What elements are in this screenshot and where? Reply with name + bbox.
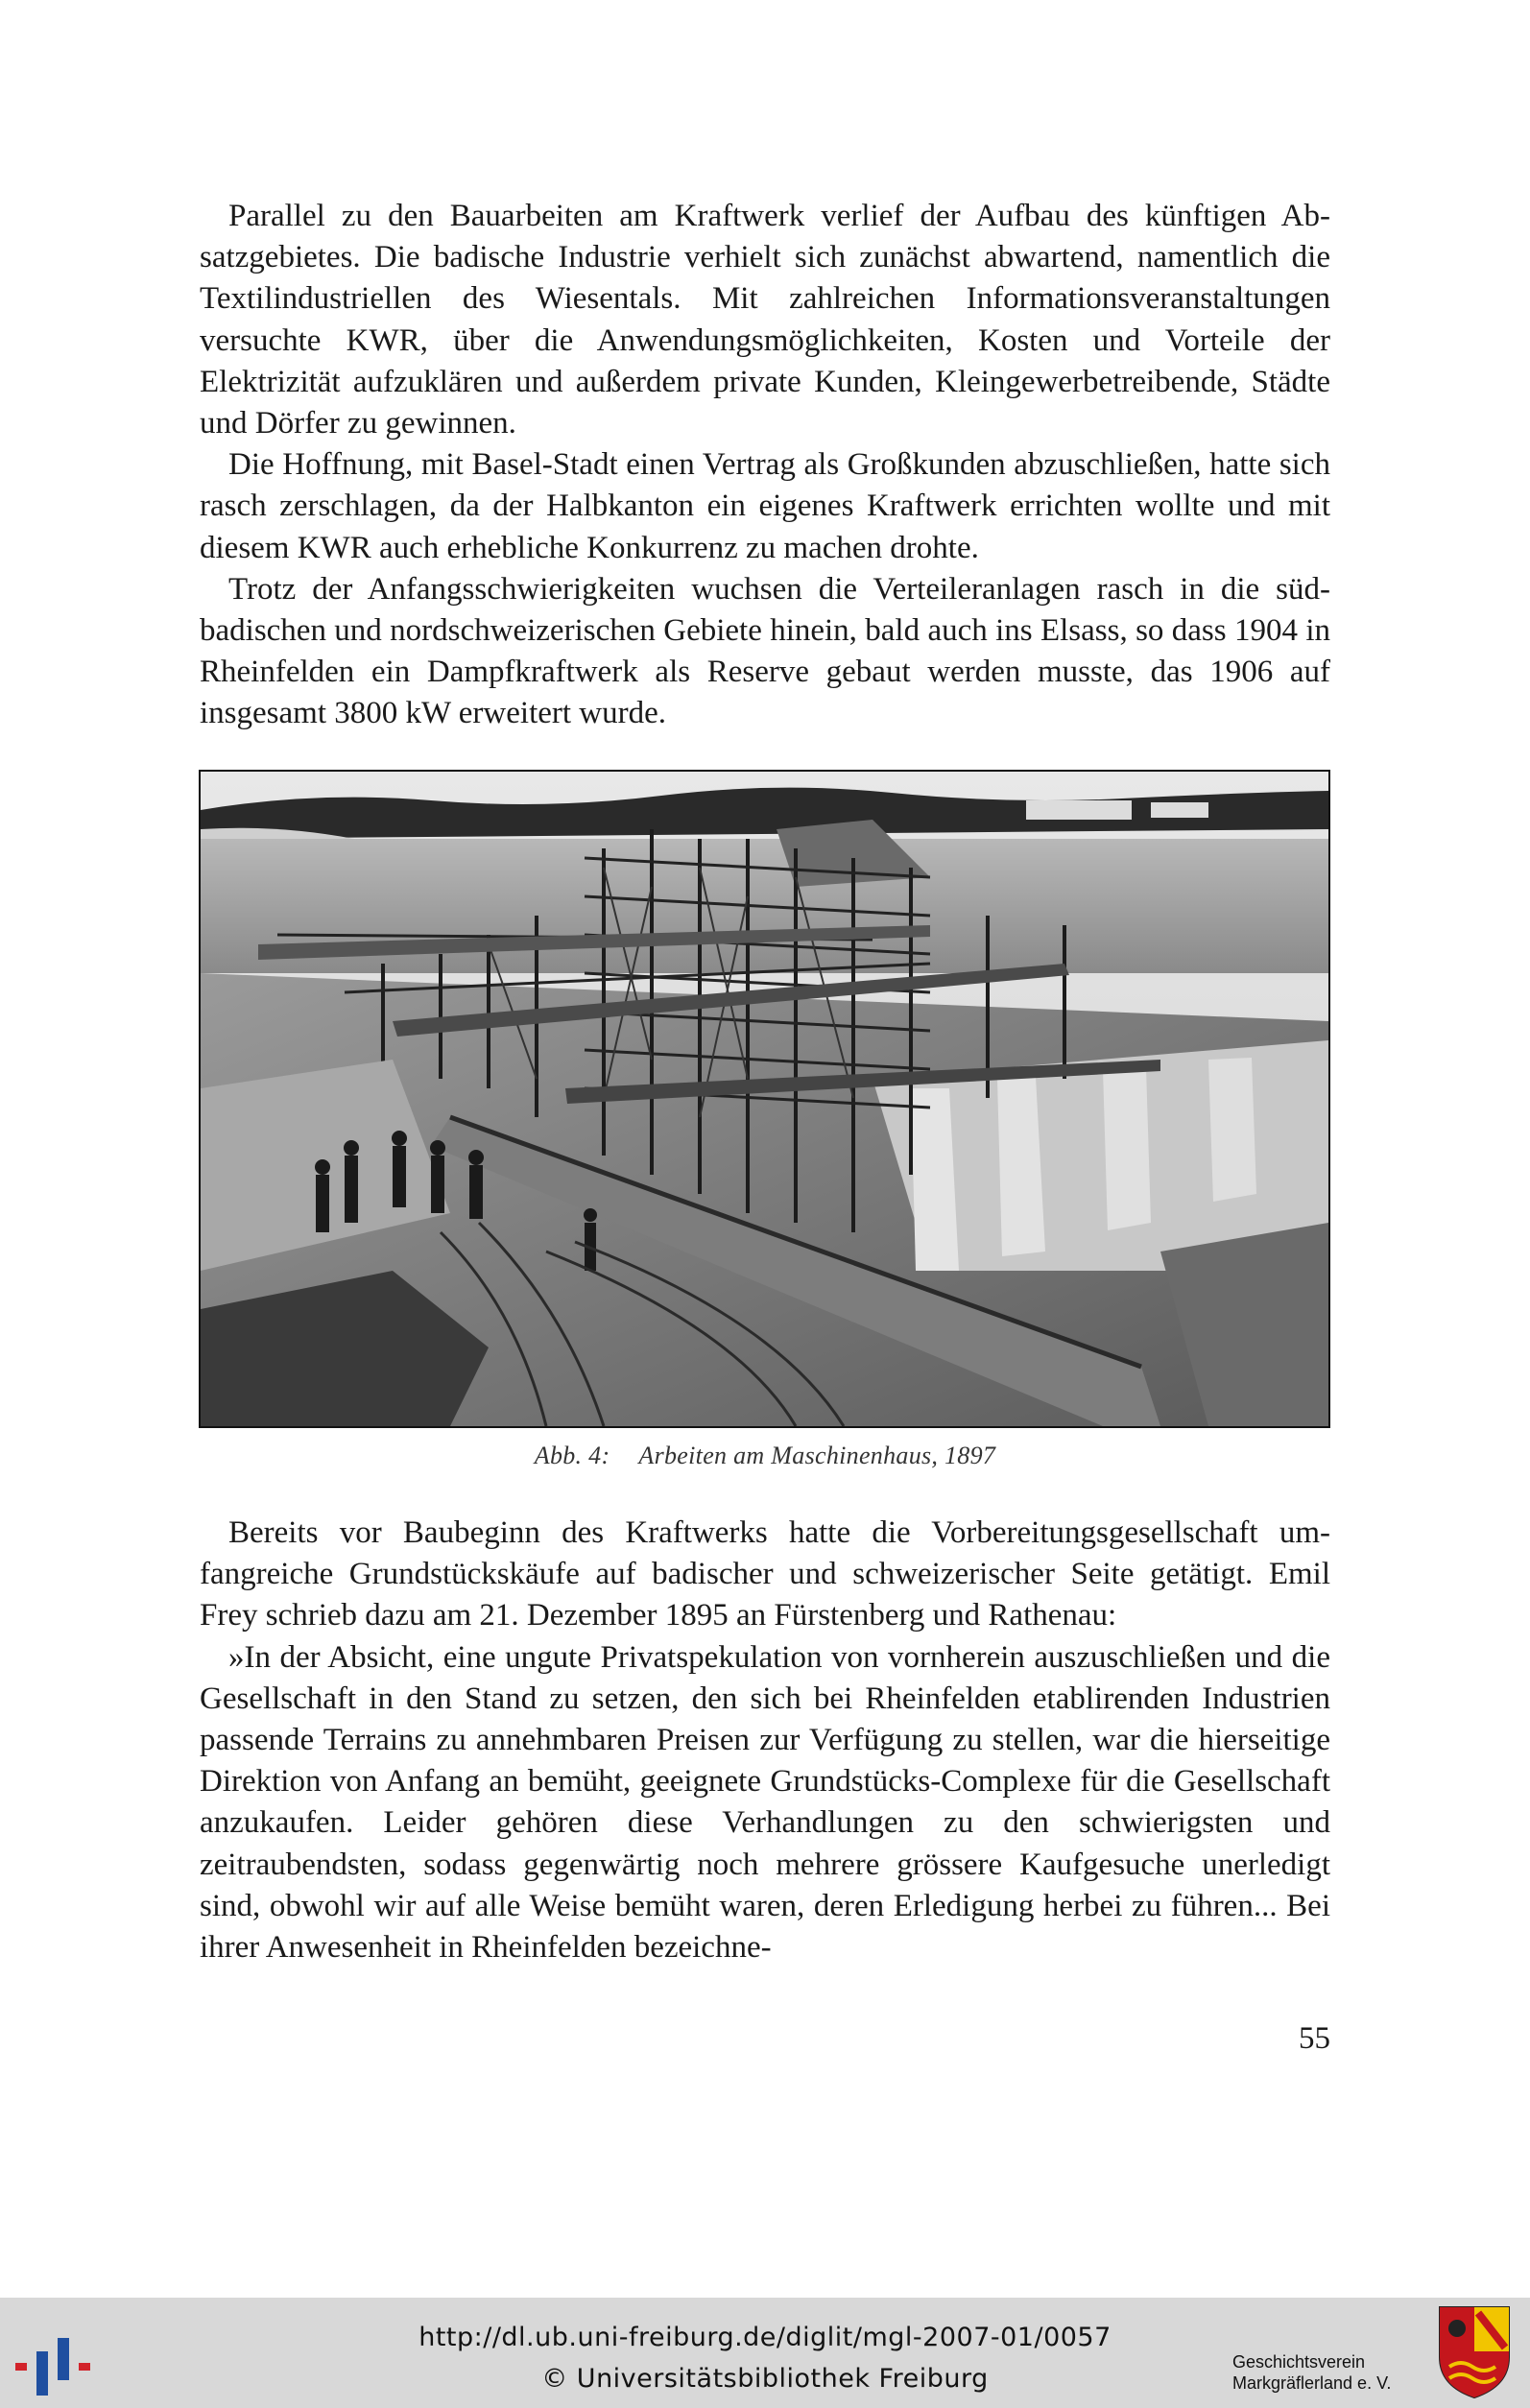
paragraph: Die Hoffnung, mit Basel-Stadt einen Vertrag als Großkunden abzuschließen, hatte sich rasch zerschlagen, da der Halbkanton ein eigenes Kraftwerk errichten wollte und mit diesem KWR auch erhebliche Konkurrenz zu machen drohte. <box>200 447 1330 565</box>
body-text-top <box>200 196 1330 735</box>
caption-label: Abb. 4: <box>534 1442 610 1469</box>
paragraph: »In der Absicht, eine ungute Privatspekulation von vornherein auszuschließen und die Gesellschaft in den Stand zu setzen, den sich bei Rheinfelden etablirenden Industrien passende Terrains zu annehmbaren Preisen zur Verfügung zu stellen, war die hierseitige Direktion von Anfang an bemüht, geeignete Grundstücks-Complexe für die Gesellschaft anzukaufen. Leider gehören diese Verhandlungen zu den schwierigsten und zeitraubendsten, sodass gegenwärtig noch mehrere grössere Kaufgesuche unerledigt sind, obwohl wir auf alle Weise bemüht waren, deren Erledigung herbei zu führen... Bei ihrer Anwesenheit in Rheinfelden bezeichne- <box>200 1639 1330 1966</box>
paragraph: Parallel zu den Bauarbeiten am Kraftwerk verlief der Aufbau des künftigen Absatzgebietes. Die badische Industrie verhielt sich zunächst abwartend, namentlich die Textilindustriellen des Wiesentals. Mit zahlreichen Informationsveranstaltungen versuchte KWR, über die Anwendungsmöglichkeiten, Kosten und Vorteile der Elektrizität aufzuklären und außerdem private Kunden, Kleingewerbetreibende, Städte und Dörfer zu gewinnen. <box>200 199 1330 441</box>
figure-caption <box>0 1442 1530 1470</box>
page-number: 55 <box>1299 2021 1330 2056</box>
paragraph: Trotz der Anfangsschwierigkeiten wuchsen die Verteileranlagen rasch in die südbadischen und nordschweizerischen Gebiete hinein, bald auch ins Elsass, so dass 1904 in Rheinfelden ein Dampfkraftwerk als Reserve gebaut werden musste, das 1906 auf insgesamt 3800 kW erweitert wurde. <box>200 571 1330 731</box>
society-line-1: Geschichtsverein <box>1232 2352 1366 2372</box>
caption-text: Arbeiten am Maschinenhaus, 1897 <box>638 1442 996 1469</box>
historical-photo <box>199 770 1330 1428</box>
body-text-bottom <box>200 1513 1330 1968</box>
society-name[interactable] <box>1232 2351 1391 2394</box>
footer-bar <box>0 2298 1530 2408</box>
coat-of-arms-icon[interactable] <box>1436 2303 1513 2399</box>
paragraph: Bereits vor Baubeginn des Kraftwerks hatte die Vorbereitungsgesellschaft umfangreiche Grundstückskäufe auf badischer und schweizerischer Seite getätigt. Emil Frey schrieb dazu am 21. Dezember 1895 an Fürstenberg und Rathenau: <box>200 1515 1330 1633</box>
society-line-2: Markgräflerland e. V. <box>1232 2373 1392 2393</box>
footer-copyright: © Universitätsbibliothek Freiburg <box>541 2364 989 2394</box>
footer-url-link[interactable]: http://dl.ub.uni-freiburg.de/diglit/mgl-2007-01/0057 <box>418 2323 1112 2352</box>
